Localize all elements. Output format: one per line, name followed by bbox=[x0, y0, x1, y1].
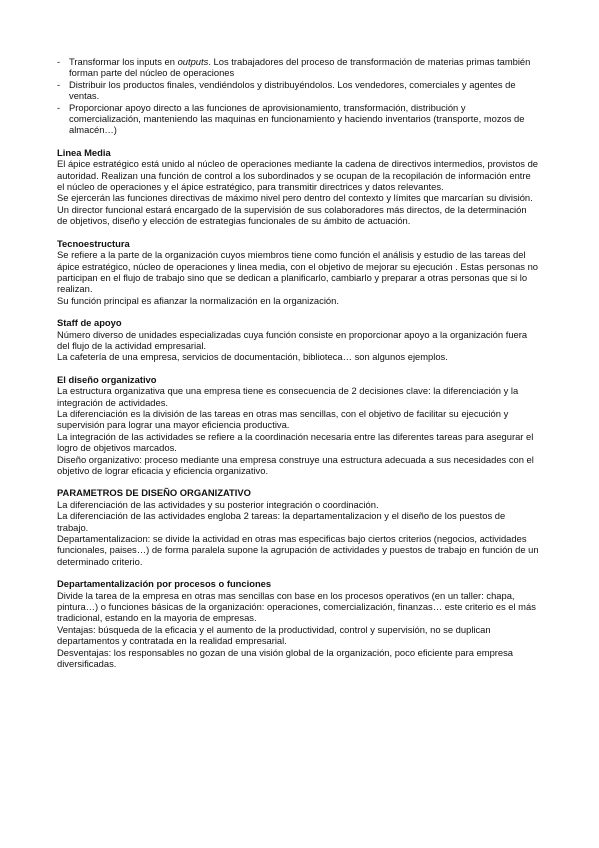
dash-bullet: - bbox=[57, 78, 61, 90]
dash-bullet: - bbox=[57, 101, 61, 113]
list-item: - Transformar los inputs en outputs. Los trabajadores del proceso de transformación de materias primas también forman parte del núcleo de operaciones bbox=[57, 56, 531, 79]
paragraph: Ventajas: búsqueda de la eficacia y el aumento de la productividad, control y supervisión, no se duplican departamentos y contratada en la realidad empresarial. bbox=[57, 623, 491, 647]
section-heading: Linea Media bbox=[57, 146, 111, 158]
section-heading: Staff de apoyo bbox=[57, 317, 122, 329]
paragraph: El ápice estratégico está unido al núcleo de operaciones mediante la cadena de directivos intermedios, provistos de autoridad. Realizan una función de control a los subordinados y se ocupan de la recopilación de información entre el núcleo de operaciones y el ápice estratégico, para transmitir directrices y datos relevantes. bbox=[57, 158, 539, 193]
section-heading: El diseño organizativo bbox=[57, 373, 157, 385]
intro-list bbox=[57, 56, 539, 136]
section-departamentalizacion bbox=[57, 578, 539, 669]
section-heading: PARAMETROS DE DISEÑO ORGANIZATIVO bbox=[57, 487, 251, 499]
paragraph: Desventajas: los responsables no gozan de una visión global de la organización, poco eficiente para empresa diversificadas. bbox=[57, 646, 514, 670]
list-item: - Distribuir los productos finales, vendiéndolos y distribuyéndolos. Los vendedores, comerciales y agentes de ventas. bbox=[57, 78, 516, 102]
paragraph: Su función principal es afianzar la normalización en la organización. bbox=[57, 294, 339, 306]
paragraph: Divide la tarea de la empresa en otras mas sencillas con base en los procesos operativos (en un taller: chapa, pintura…) o funciones básicas de la organización: operaciones, comercialización, finanzas… este criterio es el más tradicional, estando en la mayoria de empresas. bbox=[57, 589, 536, 624]
paragraph: La estructura organizativa que una empresa tiene es consecuencia de 2 decisiones clave: la diferenciación y la integración de actividades. bbox=[57, 385, 519, 408]
paragraph: La diferenciación de las actividades engloba 2 tareas: la departamentalizacion y el diseño de los puestos de trabajo. bbox=[57, 510, 506, 533]
paragraph: Se ejercerán las funciones directivas de máximo nivel pero dentro del contexto y límites que marcarían su división. Un director funcional estará encargado de la supervisión de sus colaboradores más directos, de la determinación de objetivos, diseño y elección de estrategias funcionales de su ámbito de actuación. bbox=[57, 192, 533, 227]
section-linea-media bbox=[57, 147, 539, 227]
paragraph: La cafetería de una empresa, servicios de documentación, biblioteca… son algunos ejemplos. bbox=[57, 351, 448, 363]
paragraph: Departamentalizacion: se divide la actividad en otras mas especificas bajo ciertos criterios (negocios, actividades funcionales, paises…) de forma paralela supone la agrupación de actividades y puestos de trabajo en función de un determinado criterio. bbox=[57, 533, 539, 567]
paragraph: Número diverso de unidades especializadas cuya función consiste en proporcionar apoyo a la organización fuera del flujo de la actividad empresarial. bbox=[57, 328, 528, 351]
paragraph: La diferenciación de las actividades y su posterior integración o coordinación. bbox=[57, 498, 379, 510]
section-staff-de-apoyo bbox=[57, 317, 539, 363]
section-tecnoestructura bbox=[57, 238, 539, 306]
paragraph: Se refiere a la parte de la organización cuyos miembros tiene como función el análisis y estudio de las tareas del ápice estratégico, núcleo de operaciones y linea media, con el objetivo de mejorar su ejecución . Estas personas no participan en el flujo de trabajo sino que se dedican a planificarlo, cambiarlo y preparar a otras personas que si lo realizan. bbox=[57, 249, 539, 295]
list-item: - Proporcionar apoyo directo a las funciones de aprovisionamiento, transformación, distribución y comercialización, manteniendo las maquinas en funcionamiento y haciendo inventarios (transporte, mozos de almacén…) bbox=[57, 101, 525, 136]
paragraph: La integración de las actividades se refiere a la coordinación necesaria entre las diferentes tareas para asegurar el logro de objetivos marcados. bbox=[57, 430, 534, 454]
document-page bbox=[57, 56, 539, 670]
section-heading: Tecnoestructura bbox=[57, 237, 130, 249]
dash-bullet: - bbox=[57, 56, 61, 67]
paragraph: Diseño organizativo: proceso mediante una empresa construye una estructura adecuada a sus necesidades con el objetivo de lograr eficacia y eficiencia organizativo. bbox=[57, 453, 534, 476]
section-diseno-organizativo bbox=[57, 374, 539, 477]
section-heading: Departamentalización por procesos o funciones bbox=[57, 578, 272, 590]
section-parametros bbox=[57, 487, 539, 567]
paragraph: La diferenciación es la división de las tareas en otras mas sencillas, con el objetivo de facilitar su ejecución y supervisión para lograr una mayor eficiencia productiva. bbox=[57, 407, 509, 431]
